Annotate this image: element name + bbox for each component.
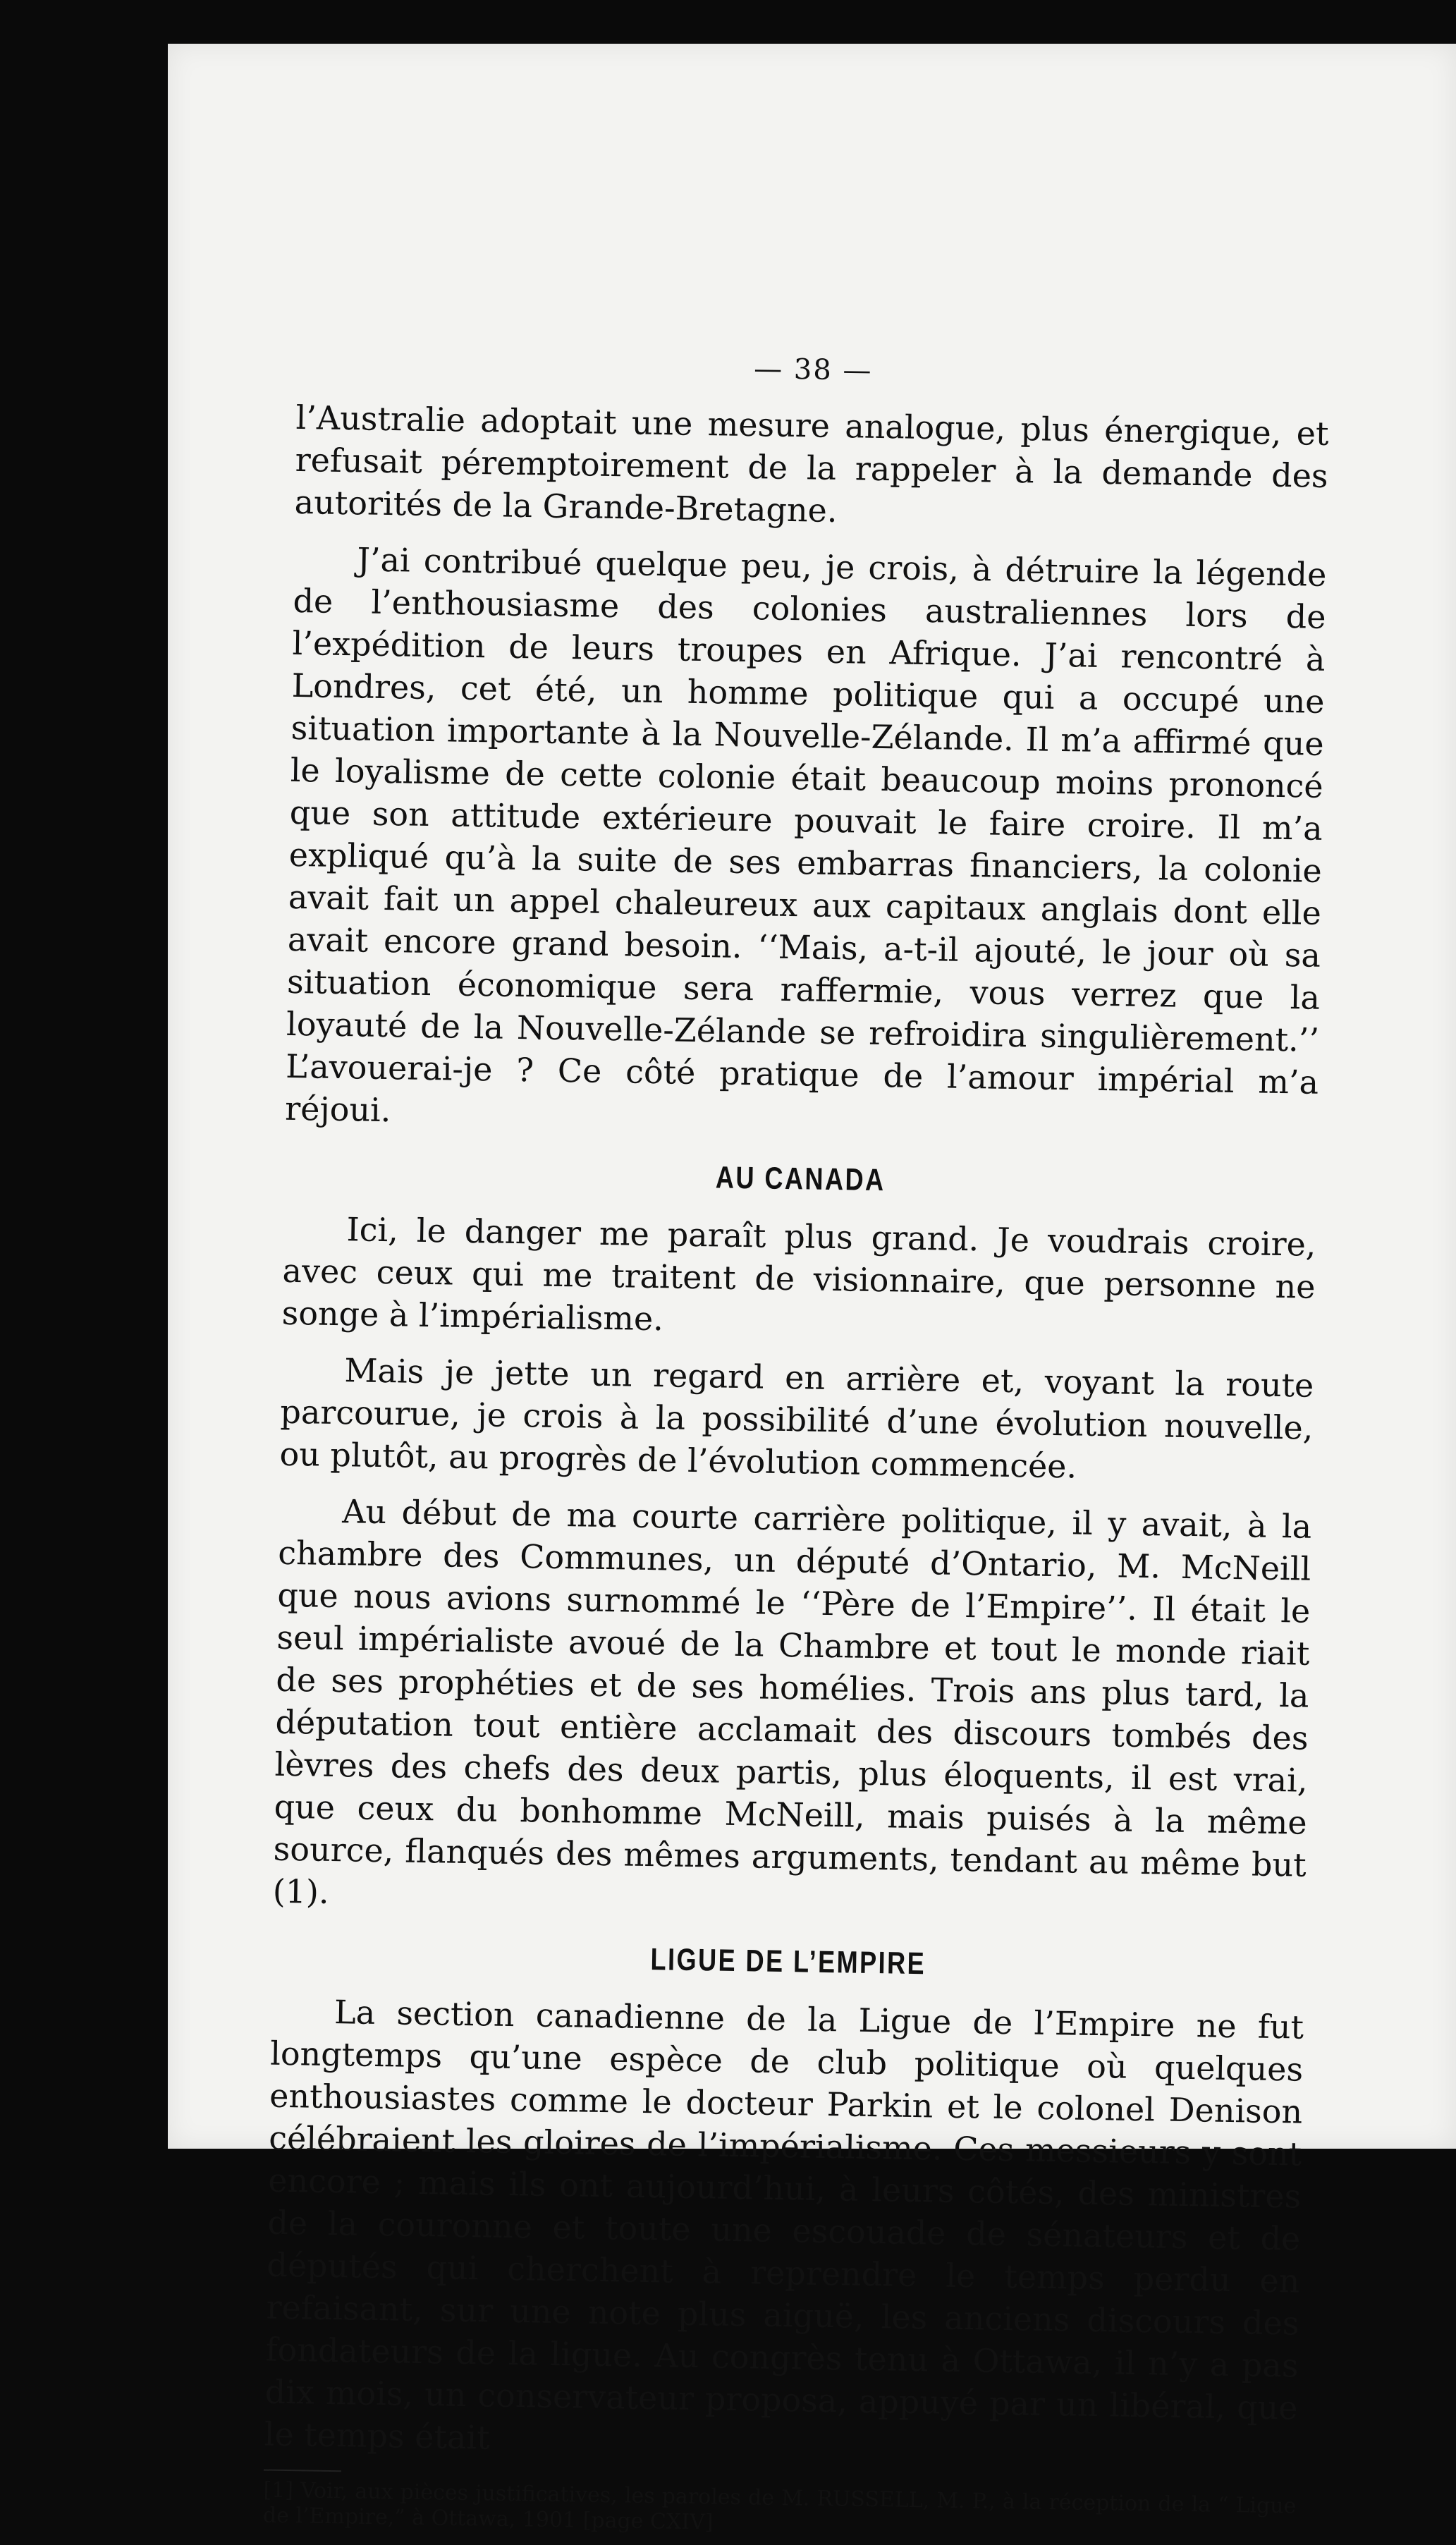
section-heading-au-canada: AU CANADA [715, 1160, 886, 1198]
page-content [262, 44, 1335, 2535]
paragraph-canada-mcneill: Au début de ma courte carrière politique, il y avait, à la chambre des Communes, un député d’Ontario, M. McNeill que nous avions surnommé le ‘‘Père de l’Empire’’. Il était le seul impérialiste avoué de la Chambre et tout le monde riait de ses prophéties et de ses homélies. Trois ans plus tard, la députation tout entière acclamait des discours tombés des lèvres des chefs des deux partis, plus éloquents, il est vrai, que ceux du bonhomme McNeill, mais puisés à la même source, flanqués des mêmes arguments, tendant au même but (1). [272, 1492, 1312, 1911]
section-heading-ligue-empire: LIGUE DE L’EMPIRE [650, 1942, 926, 1982]
page-number: — 38 — [753, 353, 873, 387]
paragraph-new-zealand: J’ai contribué quelque peu, je crois, à détruire la légende de l’enthousiasme des colonies australiennes lors de l’expédition de leurs troupes en Afrique. J’ai rencontré à Londres, cet été, un homme politique qui a occupé une situation importante à la Nouvelle-Zélande. Il m’a affirmé que le loyalisme de cette colonie était beaucoup moins prononcé que son attitude extérieure pouvait le faire croire. Il m’a expliqué qu’à la suite de ses embarras financiers, la colonie avait fait un appel chaleureux aux capitaux anglais dont elle avait encore grand besoin. ‘‘Mais, a-t-il ajouté, le jour où sa situation économique sera raffermie, vous verrez que la loyauté de la Nouvelle-Zélande se refroidira singulièrement.’’ L’avouerai-je ? Ce côté pratique de l’amour impérial m’a réjoui. [284, 540, 1327, 1130]
footnote-divider [264, 2470, 341, 2472]
page-sheet [168, 44, 1456, 2535]
footnote: [1] Voir, aux pièces justificatives, les paroles de M. RUSSELL, M. P., à la réception de la “ Ligue de l’Empire,” à Ottawa, 1901 [page CXIV] [262, 2477, 1297, 2535]
body-text [263, 396, 1329, 2545]
paragraph-canada-danger: Ici, le danger me paraît plus grand. Je voudrais croire, avec ceux qui me traitent de visionnaire, que personne ne songe à l’impérialisme. [281, 1210, 1316, 1338]
paragraph-australia: l’Australie adoptait une mesure analogue, plus énergique, et refusait péremptoirement de la rappeler à la demande des autorités de la Grande-Bretagne. [294, 398, 1329, 530]
paragraph-canada-evolution: Mais je jette un regard en arrière et, voyant la route parcourue, je crois à la possibilité d’une évolution nouvelle, ou plutôt, au progrès de l’évolution commencée. [279, 1351, 1314, 1486]
paragraph-ligue: La section canadienne de la Ligue de l’Empire ne fut longtemps qu’une espèce de club politique où quelques enthousiastes comme le docteur Parkin et le colonel Denison célébraient les gloires de l’impérialisme. Ces messieurs y sont encore ; mais ils ont aujourd’hui, à leurs côtés, des ministres de la couronne et toute une escouade de sénateurs et de députés qui cherchent à reprendre le temps perdu en refaisant, sur une note plus aiguë, les anciens discours des fondateurs de la ligue. Au congrès tenu à Ottawa, il n’y a pas dix mois, un conservateur proposa, appuyé par un libéral, que le temps était [264, 1993, 1304, 2457]
